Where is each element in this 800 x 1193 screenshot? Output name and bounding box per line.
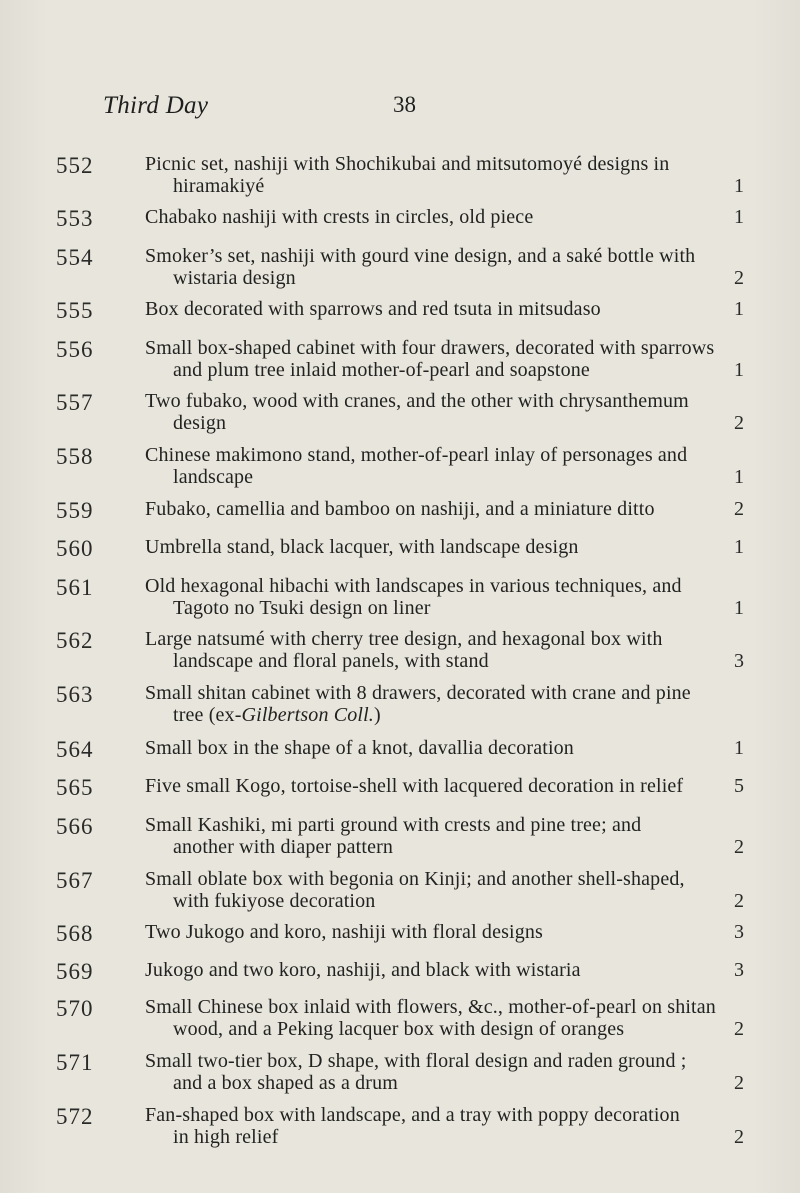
lot-quantity: 2	[734, 836, 744, 858]
lot-description: Two Jukogo and koro, nashiji with floral designs	[145, 921, 543, 943]
lot-description: Large natsumé with cherry tree design, and hexagonal box with landscape and floral panels, with stand	[145, 628, 663, 672]
lot-quantity: 5	[734, 775, 744, 797]
lot-quantity: 3	[734, 650, 744, 672]
lot-number: 572	[56, 1104, 94, 1129]
lot-description: Small Chinese box inlaid with flowers, &c., mother-of-pearl on shitan wood, and a Peking lacquer box with design of oranges	[145, 996, 716, 1040]
page-number: 38	[393, 92, 416, 117]
lot-number: 558	[56, 444, 94, 469]
lot-quantity: 2	[734, 1126, 744, 1148]
lot-number: 565	[56, 775, 94, 800]
lot-description: Small box in the shape of a knot, davallia decoration	[145, 737, 574, 759]
lot-number: 560	[56, 536, 94, 561]
lot-quantity: 2	[734, 412, 744, 434]
lot-description: Jukogo and two koro, nashiji, and black with wistaria	[145, 959, 581, 981]
lot-description: Fan-shaped box with landscape, and a tray with poppy decoration in high relief	[145, 1104, 680, 1148]
lot-number: 566	[56, 814, 94, 839]
lot-description: Small Kashiki, mi parti ground with crests and pine tree; and another with diaper pattern	[145, 814, 642, 858]
lot-number: 553	[56, 206, 94, 231]
running-title: Third Day	[103, 92, 209, 119]
lot-number: 568	[56, 921, 94, 946]
page-header	[103, 92, 763, 122]
lot-quantity: 1	[734, 466, 744, 488]
lot-number: 562	[56, 628, 94, 653]
lot-description: Fubako, camellia and bamboo on nashiji, and a miniature ditto	[145, 498, 655, 520]
lot-quantity: 1	[734, 175, 744, 197]
lot-quantity: 1	[734, 298, 744, 320]
lot-description: Chinese makimono stand, mother-of-pearl inlay of personages and landscape	[145, 444, 688, 488]
lot-description: Two fubako, wood with cranes, and the other with chrysanthemum design	[145, 390, 689, 434]
lot-number: 563	[56, 682, 94, 707]
lot-quantity: 1	[734, 536, 744, 558]
lot-description: Five small Kogo, tortoise-shell with lacquered decoration in relief	[145, 775, 684, 797]
lot-description: Box decorated with sparrows and red tsuta in mitsudaso	[145, 298, 601, 320]
lot-description: Small shitan cabinet with 8 drawers, decorated with crane and pine tree (ex-Gilbertson Coll.)	[145, 682, 691, 726]
lot-quantity: 3	[734, 959, 744, 981]
lot-description: Small two-tier box, D shape, with floral design and raden ground ; and a box shaped as a drum	[145, 1050, 687, 1094]
lot-description: Small box-shaped cabinet with four drawers, decorated with sparrows and plum tree inlaid mother-of-pearl and soapstone	[145, 337, 715, 381]
lot-quantity: 1	[734, 359, 744, 381]
lot-number: 561	[56, 575, 94, 600]
lot-number: 555	[56, 298, 94, 323]
lot-description: Smoker’s set, nashiji with gourd vine design, and a saké bottle with wistaria design	[145, 245, 696, 289]
lot-number: 554	[56, 245, 94, 270]
collection-name: Gilbertson Coll.	[241, 704, 374, 726]
lot-number: 570	[56, 996, 94, 1021]
lot-description: Umbrella stand, black lacquer, with landscape design	[145, 536, 579, 558]
lot-description: Small oblate box with begonia on Kinji; and another shell-shaped, with fukiyose decoration	[145, 868, 685, 912]
lot-quantity: 1	[734, 597, 744, 619]
lot-number: 556	[56, 337, 94, 362]
lot-number: 569	[56, 959, 94, 984]
lot-number: 557	[56, 390, 94, 415]
lot-number: 571	[56, 1050, 94, 1075]
lot-description: Old hexagonal hibachi with landscapes in various techniques, and Tagoto no Tsuki design on liner	[145, 575, 682, 619]
lot-quantity: 1	[734, 737, 744, 759]
lot-number: 559	[56, 498, 94, 523]
lot-number: 567	[56, 868, 94, 893]
lot-quantity: 2	[734, 890, 744, 912]
lot-description: Picnic set, nashiji with Shochikubai and mitsutomoyé designs in hiramakiyé	[145, 153, 670, 197]
lot-quantity: 3	[734, 921, 744, 943]
lot-quantity: 2	[734, 498, 744, 520]
lot-quantity: 2	[734, 267, 744, 289]
lot-quantity: 2	[734, 1072, 744, 1094]
lot-number: 552	[56, 153, 94, 178]
lot-number: 564	[56, 737, 94, 762]
lot-description: Chabako nashiji with crests in circles, old piece	[145, 206, 534, 228]
lot-quantity: 1	[734, 206, 744, 228]
lot-quantity: 2	[734, 1018, 744, 1040]
